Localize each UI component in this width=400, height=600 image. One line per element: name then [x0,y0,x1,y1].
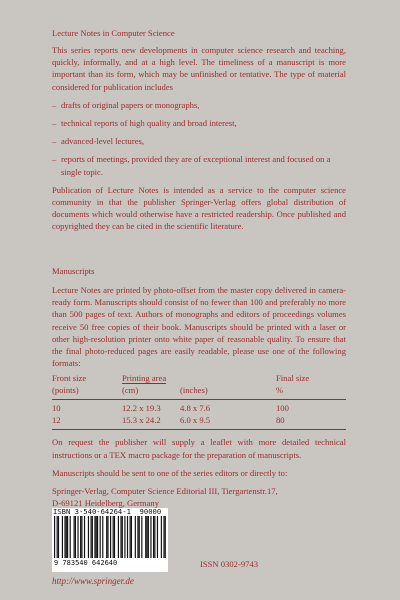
barcode-bar [81,516,82,558]
barcode-bar [137,516,138,558]
barcode-bar [113,516,114,558]
barcode-bar [62,516,63,558]
header-front-size: Front size [52,373,87,384]
barcode-bar [97,516,98,558]
barcode-bar [70,516,71,558]
barcode-bar [135,516,136,558]
publisher-url-link[interactable]: http://www.springer.de [52,576,134,586]
barcode-bar [92,516,93,558]
barcode-bar [130,516,131,558]
barcode-bar [141,516,142,558]
barcode-bar [64,516,65,558]
subheader-inches: (inches) [180,384,208,395]
bullet-item: – advanced-level lectures, [52,136,145,147]
barcode-bar [102,516,103,558]
barcode-bar [90,516,91,558]
issn-label: ISSN 0302-9743 [200,559,259,569]
barcode-bar [94,516,95,558]
header-final-size: Final size [276,373,310,384]
barcode-bar [165,516,166,558]
barcode-bar [75,516,76,558]
barcode-bar [163,516,164,558]
barcode-bar [127,516,128,558]
barcode-bar [80,516,81,558]
request-paragraph: On request the publisher will supply a leaflet with more detailed technical instructions or a TEX macro package for the preparation of manuscripts. [52,437,346,460]
barcode-bar [148,516,149,558]
address-line: D-69121 Heidelberg, Germany [52,498,159,509]
isbn-barcode [52,508,168,572]
barcode-bar [157,516,158,558]
barcode-bar [67,516,68,558]
table-header-row [52,373,346,385]
barcode-bar [154,516,155,558]
barcode-bar [146,516,147,558]
barcode-bar [57,516,58,558]
barcode-bar [100,516,101,558]
barcode-bar [139,516,140,558]
barcode-bar [54,516,55,558]
manuscripts-paragraph: Lecture Notes are printed by photo-offset from the master copy delivered in camera-ready form. Manuscripts should consist of no fewer than 100 and preferably no more than 500 pages of text. Authors of monographs and editors of proceedings volumes receive 50 free copies of their book. Manuscripts should be printed with a laser or other high-resolution printer onto white paper of reasonable quality. To ensure that the final photo-reduced pages are easily readable, please use one of the following formats: [52,285,346,369]
bullet-item: – reports of meetings, provided they are of exceptional interest and focused on a single topic. [52,154,331,177]
barcode-digits: 9 783540 642640 [54,559,118,567]
barcode-bar [110,516,111,558]
barcode-bar [145,516,146,558]
isbn-label: ISBN 3-540-64264-1 90000 [53,507,162,516]
subheader-percent: % [276,384,284,395]
bullet-item: – technical reports of high quality and broad interest, [52,118,237,129]
barcode-bar [66,516,67,558]
barcode-bar [161,516,162,558]
intro-paragraph: This series reports new developments in computer science research and teaching, quickly, informally, and at a high level. The timeliness of a manuscript is more important than its form, which may be unfinished or tentative. The type of material considered for publication includes [52,45,346,92]
publication-paragraph: Publication of Lecture Notes is intended as a service to the computer science community in that the publisher Springer-Verlag offers global distribution of documents which would otherwise have a restricted readership. Once published and copyrighted they can be cited in the scientific literature. [52,184,346,232]
barcode-bar [74,516,75,558]
series-title: Lecture Notes in Computer Science [52,28,175,38]
address-line: Springer-Verlag, Computer Science Editorial III, Tiergartenstr.17, [52,486,278,497]
barcode-bar [122,516,123,558]
barcode-bar [118,516,119,558]
send-paragraph: Manuscripts should be sent to one of the series editors or directly to: [52,467,288,478]
intro-section [52,44,346,233]
manuscripts-section [52,284,346,509]
formats-table [52,373,346,430]
barcode-bar [107,516,108,558]
table-row: 10 12.2 x 19.3 4.8 x 7.6 100 [52,403,289,414]
barcode-bar [96,516,97,558]
table-row: 12 15.3 x 24.2 6.0 x 9.5 80 [52,414,285,425]
bullet-item: – drafts of original papers or monographs, [52,99,200,110]
barcode-bar [58,516,59,558]
barcode-bar [131,516,132,558]
barcode-bar [84,516,85,558]
subheader-points: (points) [52,384,79,395]
barcode-bars [54,516,166,558]
header-printing-area: Printing area [122,373,167,384]
barcode-bar [77,516,78,558]
barcode-bar [120,516,121,558]
barcode-bar [88,516,89,558]
barcode-bar [106,516,107,558]
barcode-bar [124,516,125,558]
barcode-bar [153,516,154,558]
manuscripts-heading: Manuscripts [52,266,95,276]
subheader-cm: (cm) [122,384,139,395]
barcode-bar [114,516,115,558]
barcode-bar [150,516,151,558]
table-subheader-row [52,385,346,397]
